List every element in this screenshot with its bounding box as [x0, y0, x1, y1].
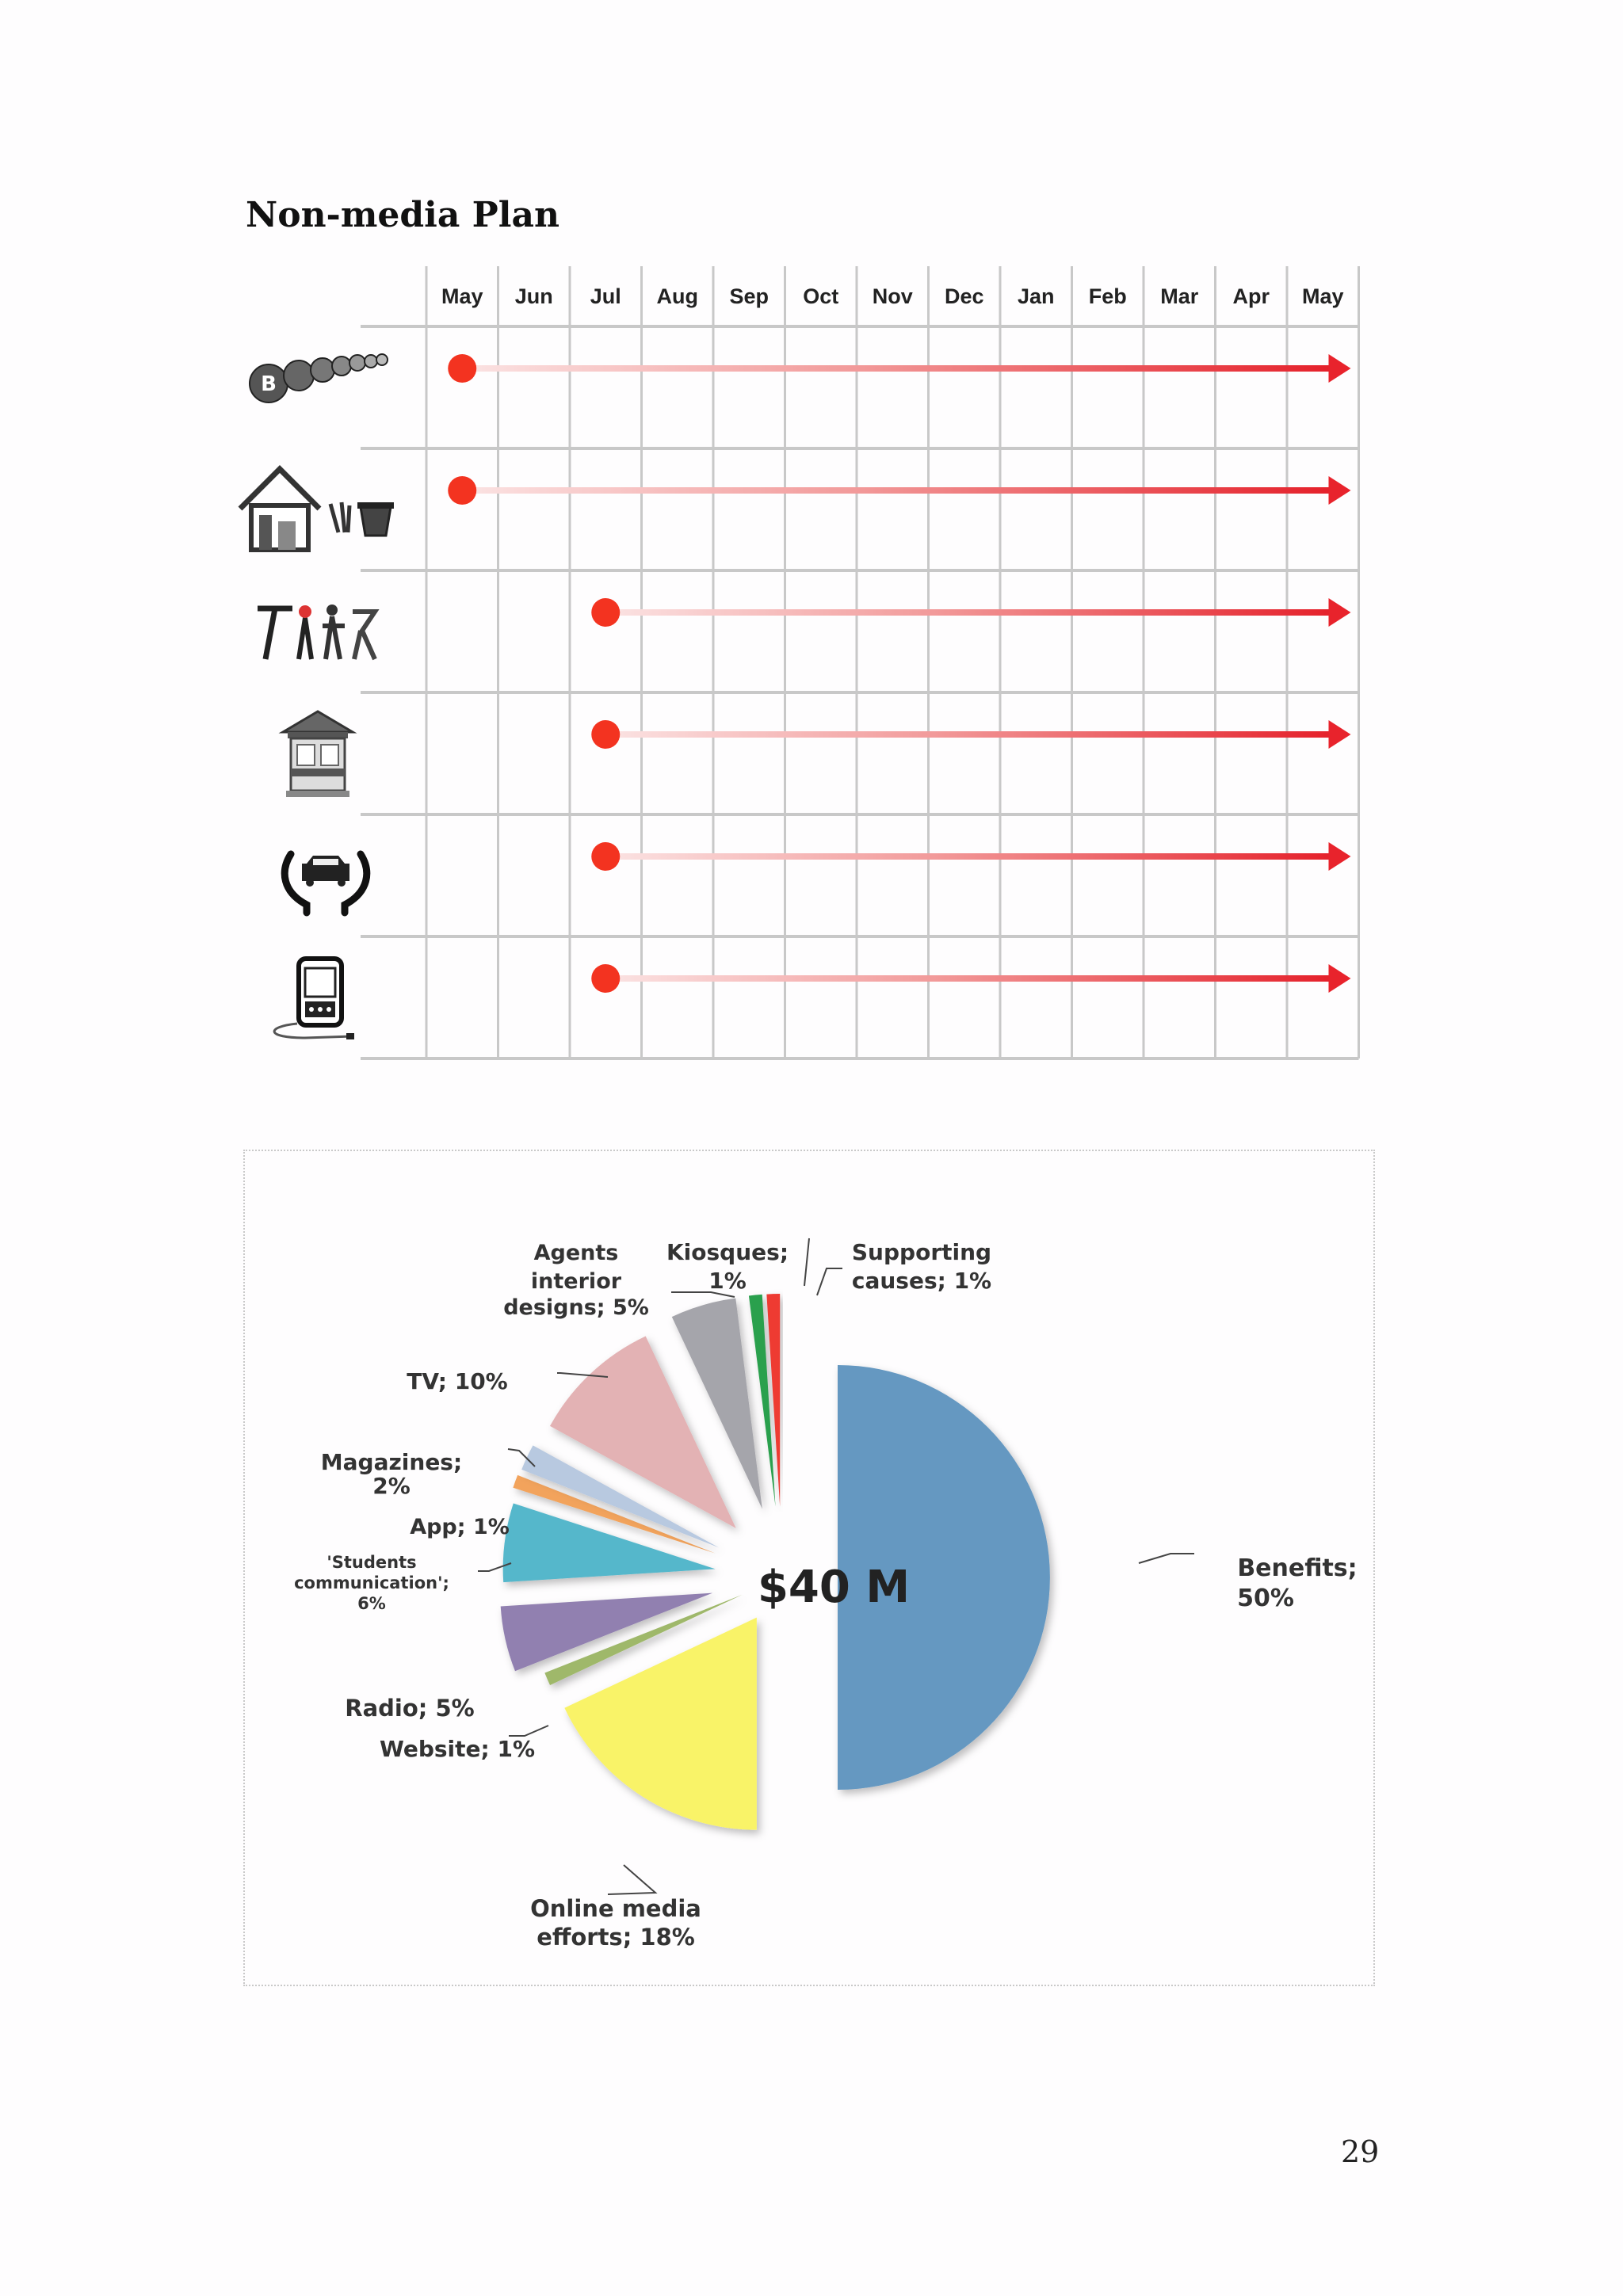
timeline-bar [591, 720, 1350, 749]
pie-leader-line [817, 1268, 842, 1295]
pie-label-line: Benefits; [1237, 1554, 1358, 1582]
month-header: Dec [944, 284, 984, 308]
timeline-bar-arrowhead [1329, 964, 1351, 993]
pie-label-line: Website; 1% [379, 1736, 536, 1762]
timeline-grid [361, 266, 1359, 1058]
pie-leader-line [1139, 1554, 1194, 1563]
pie-slice-label [345, 1695, 474, 1722]
pie-label-line: 1% [708, 1268, 747, 1294]
pie-leader-line [509, 1726, 548, 1736]
pie-slice [564, 1618, 756, 1830]
timeline-bar-line [462, 365, 1333, 372]
budget-pie-chart [243, 1150, 1375, 1986]
house-interior-tools-icon [240, 469, 394, 550]
pie-label-line: causes; 1% [851, 1268, 992, 1294]
pie-label-line: designs; 5% [503, 1295, 649, 1320]
month-header: Oct [803, 284, 839, 308]
timeline-bar-arrowhead [1329, 598, 1351, 627]
timeline-bar-line [605, 975, 1333, 982]
pie-slice-label [294, 1553, 449, 1613]
pie-label-line: 50% [1237, 1585, 1294, 1612]
timeline-month-headers [441, 284, 1344, 308]
pie-label-line: Magazines; [320, 1449, 463, 1475]
pie-slice-label [380, 1736, 535, 1762]
pie-label-line: TV; 10% [407, 1368, 508, 1394]
pie-slice-label [321, 1449, 462, 1499]
pie-leader-line [804, 1238, 809, 1286]
page-number: 29 [1341, 2134, 1380, 2169]
students-figures-icon [258, 605, 375, 659]
timeline-start-dot [591, 964, 620, 993]
pie-center-total: $40 M [757, 1562, 911, 1613]
page-title: Non-media Plan [246, 195, 559, 235]
timeline-bar-arrowhead [1329, 720, 1351, 749]
pie-leader-line [608, 1865, 655, 1894]
month-header: Nov [872, 284, 913, 308]
pie-slice-label [1237, 1554, 1358, 1612]
benefits-logo-icon [250, 354, 388, 402]
month-header: Mar [1160, 284, 1199, 308]
hands-car-icon [285, 854, 366, 913]
timeline-bar [591, 964, 1350, 993]
pie-label-line: 6% [357, 1594, 386, 1613]
pie-slice-label [852, 1239, 991, 1294]
pie-label-line: 'Students [327, 1553, 417, 1572]
mobile-phone-icon [274, 959, 354, 1039]
timeline-start-dot [591, 720, 620, 749]
pie-label-line: Online media [530, 1895, 701, 1922]
pie-slice-label [407, 1368, 507, 1394]
month-header: May [441, 284, 483, 308]
timeline-start-dot [448, 476, 476, 505]
pie-label-line: efforts; 18% [537, 1924, 695, 1951]
month-header: Jul [590, 284, 621, 308]
pie-label-line: Agents [533, 1241, 619, 1265]
pie-slice-label [530, 1895, 701, 1951]
month-header: May [1301, 284, 1344, 308]
month-header: Aug [656, 284, 698, 308]
timeline-bar-arrowhead [1329, 476, 1351, 505]
timeline-bar [591, 842, 1350, 871]
pie-slice-label [666, 1239, 789, 1294]
month-header: Jan [1017, 284, 1055, 308]
timeline-bar-arrowhead [1329, 842, 1351, 871]
timeline-bar-arrowhead [1329, 354, 1351, 383]
pie-label-line: Kiosques; [666, 1239, 789, 1265]
kiosk-booth-icon [283, 711, 353, 797]
non-media-plan-timeline [234, 261, 1375, 1070]
timeline-start-dot [591, 842, 620, 871]
timeline-bar-line [462, 487, 1333, 494]
month-header: Sep [729, 284, 769, 308]
pie-label-line: Radio; 5% [345, 1695, 475, 1722]
timeline-start-dot [591, 598, 620, 627]
pie-label-line: Supporting [851, 1239, 992, 1265]
month-header: Jun [514, 284, 553, 308]
pie-slice-label [410, 1515, 510, 1539]
timeline-bar-line [605, 609, 1333, 616]
timeline-bar [591, 598, 1350, 627]
timeline-start-dot [448, 354, 476, 383]
pie-label-line: 2% [372, 1473, 411, 1499]
pie-label-line: communication'; [294, 1573, 449, 1592]
timeline-bar-line [605, 853, 1333, 860]
month-header: Feb [1088, 284, 1127, 308]
month-header: Apr [1232, 284, 1270, 308]
timeline-bar-line [605, 731, 1333, 738]
pie-slice-label [503, 1241, 649, 1320]
pie-label-line: interior [530, 1269, 622, 1294]
svg-text:B: B [261, 372, 277, 396]
pie-label-line: App; 1% [410, 1515, 510, 1539]
